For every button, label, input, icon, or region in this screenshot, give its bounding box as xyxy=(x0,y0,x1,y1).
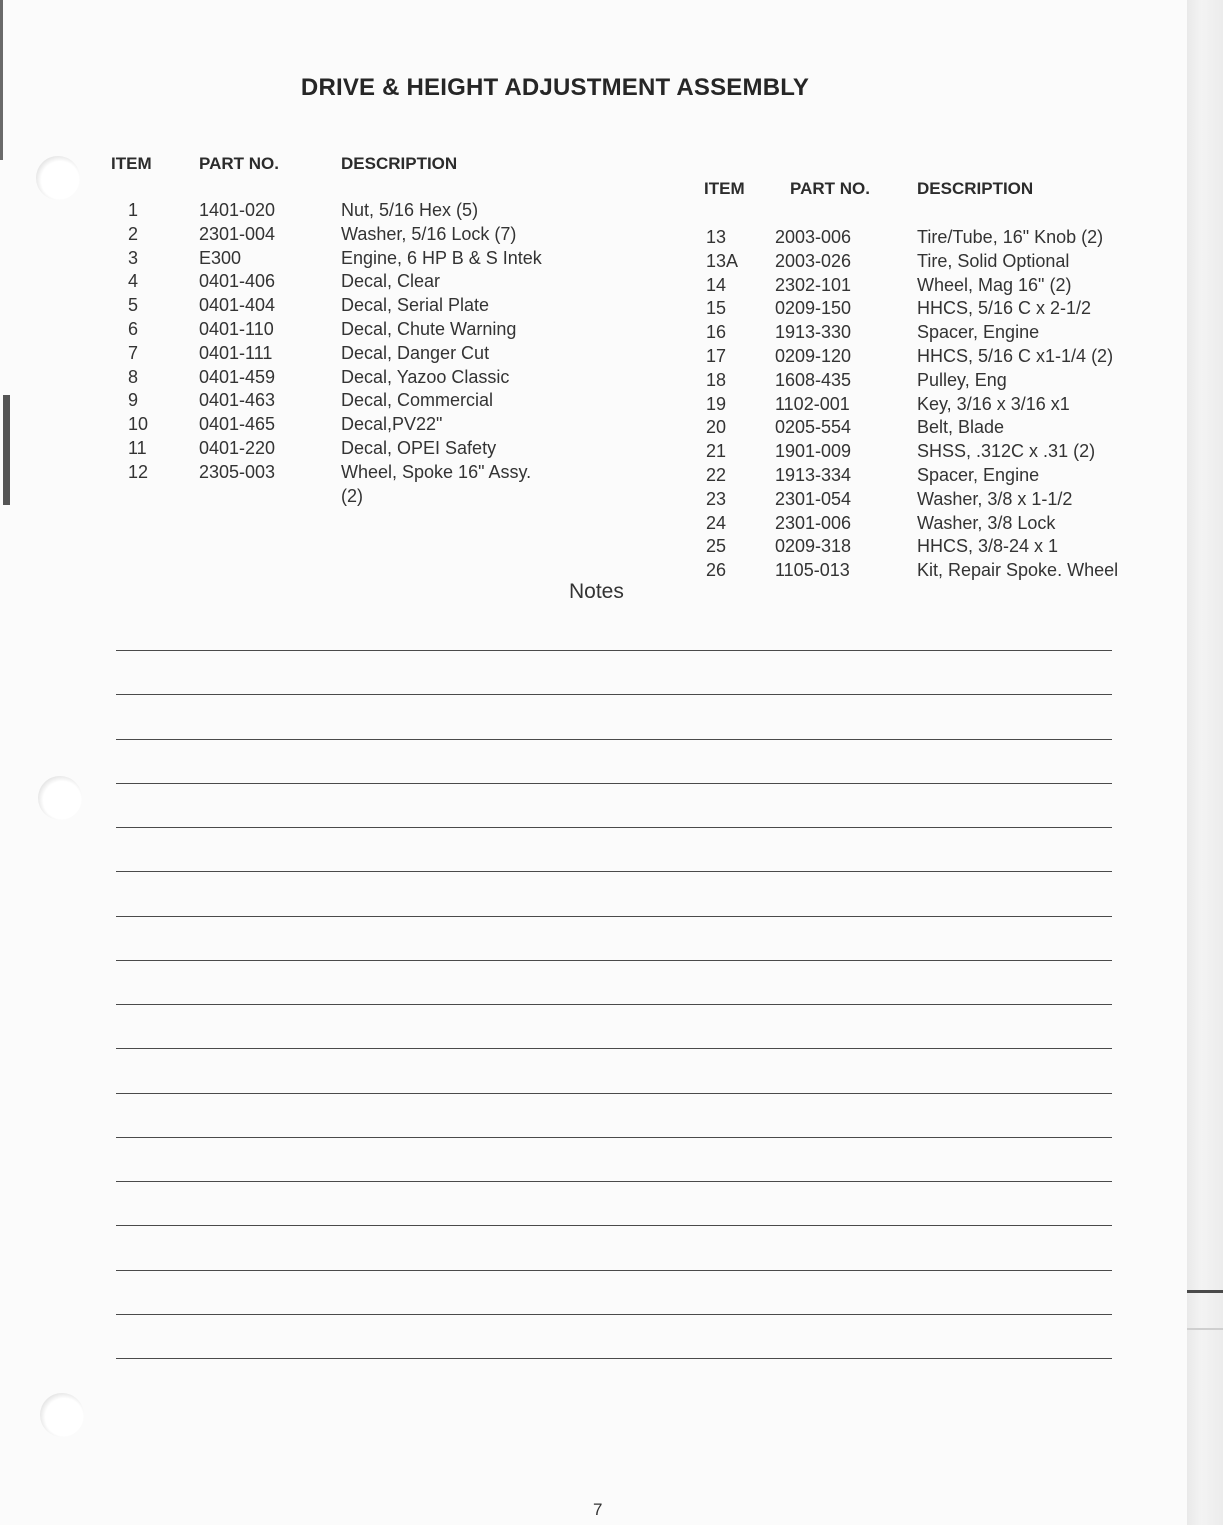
description-cell: Belt, Blade xyxy=(917,417,1005,438)
note-line xyxy=(116,1270,1112,1271)
part-number-cell: 0401-110 xyxy=(199,319,274,339)
item-cell: 1 xyxy=(128,200,139,220)
note-line xyxy=(116,871,1112,872)
binding-edge-mid xyxy=(3,395,10,505)
item-cell: 25 xyxy=(706,536,727,557)
part-number-cell: 0209-318 xyxy=(775,536,852,557)
note-line xyxy=(116,827,1112,828)
part-number-cell: 0209-120 xyxy=(775,346,852,366)
description-cell: Wheel, Mag 16" (2) xyxy=(917,274,1072,295)
item-cell: 26 xyxy=(706,560,727,581)
part-number-cell: 0209-150 xyxy=(775,298,852,319)
part-number-cell: 1913-334 xyxy=(775,465,852,485)
part-number-cell: 0401-111 xyxy=(199,342,273,363)
item-cell: 8 xyxy=(128,366,139,387)
right-header-item: ITEM xyxy=(704,179,745,198)
item-cell: 11 xyxy=(128,438,147,458)
item-cell: 18 xyxy=(706,369,727,390)
page-edge-mark-light xyxy=(1187,1328,1223,1330)
part-number-cell: 0401-465 xyxy=(199,414,276,435)
page-edge-mark xyxy=(1187,1290,1223,1293)
description-cell: Nut, 5/16 Hex (5) xyxy=(341,200,479,220)
item-cell: 4 xyxy=(128,271,139,292)
note-line xyxy=(116,916,1112,917)
item-cell: 14 xyxy=(706,274,727,295)
part-number-cell: 0205-554 xyxy=(775,417,852,438)
page-title: DRIVE & HEIGHT ADJUSTMENT ASSEMBLY xyxy=(300,74,810,101)
description-cell: Tire/Tube, 16" Knob (2) xyxy=(917,227,1104,247)
description-cell: Decal, Serial Plate xyxy=(341,295,490,316)
right-header-description: DESCRIPTION xyxy=(917,179,1034,198)
note-line xyxy=(116,1181,1112,1182)
part-number-cell: 2301-006 xyxy=(775,512,852,533)
item-cell: 20 xyxy=(706,417,727,438)
notes-heading: Notes xyxy=(569,580,624,603)
part-number-cell: 0401-220 xyxy=(199,438,276,458)
description-cell: Wheel, Spoke 16" Assy. xyxy=(341,461,532,482)
part-number-cell: 0401-459 xyxy=(199,366,276,387)
description-cell: Decal, Danger Cut xyxy=(341,342,490,363)
note-line xyxy=(116,783,1112,784)
item-cell: 12 xyxy=(128,461,149,482)
description-cell: Tire, Solid Optional xyxy=(917,250,1070,271)
note-line xyxy=(116,1093,1112,1094)
item-cell: 22 xyxy=(706,465,727,485)
description-cell: Spacer, Engine xyxy=(917,465,1040,485)
item-cell: 15 xyxy=(706,298,727,319)
note-line xyxy=(116,1225,1112,1226)
item-cell: 10 xyxy=(128,414,149,435)
description-cell: Decal,PV22" xyxy=(341,414,443,435)
part-number-cell: 1401-020 xyxy=(199,200,276,220)
item-cell: 16 xyxy=(706,322,727,343)
description-cell: Decal, OPEI Safety xyxy=(341,438,497,458)
page-edge-shadow xyxy=(1187,0,1223,1525)
description-cell: HHCS, 5/16 C x1-1/4 (2) xyxy=(917,346,1114,366)
part-number-cell: 2003-006 xyxy=(775,227,852,247)
description-cell: SHSS, .312C x .31 (2) xyxy=(917,441,1096,462)
description-cell: Washer, 5/16 Lock (7) xyxy=(341,223,517,244)
left-header-description: DESCRIPTION xyxy=(341,154,458,173)
item-cell: 21 xyxy=(706,441,727,462)
description-cell: Key, 3/16 x 3/16 x1 xyxy=(917,393,1070,414)
right-header-part-no: PART NO. xyxy=(790,179,870,198)
note-line xyxy=(116,960,1112,961)
part-number-cell: 0401-404 xyxy=(199,295,276,316)
part-number-cell: 1105-013 xyxy=(775,560,850,581)
description-cell: Washer, 3/8 Lock xyxy=(917,512,1056,533)
description-cell: Washer, 3/8 x 1-1/2 xyxy=(917,488,1073,509)
description-cell: Decal, Chute Warning xyxy=(341,319,517,339)
description-cell: Decal, Clear xyxy=(341,271,441,292)
part-number-cell: 2003-026 xyxy=(775,250,852,271)
part-number-cell: 2305-003 xyxy=(199,461,276,482)
page-number: 7 xyxy=(593,1500,603,1519)
item-cell: 5 xyxy=(128,295,139,316)
item-cell: 17 xyxy=(706,346,727,366)
item-cell: 23 xyxy=(706,488,727,509)
left-header-item: ITEM xyxy=(111,154,152,173)
note-line xyxy=(116,1358,1112,1359)
part-number-cell: 1608-435 xyxy=(775,369,852,390)
note-line xyxy=(116,1314,1112,1315)
note-line xyxy=(116,1004,1112,1005)
part-number-cell: 1913-330 xyxy=(775,322,852,343)
description-cell: Decal, Commercial xyxy=(341,390,494,411)
item-cell: 2 xyxy=(128,223,139,244)
part-number-cell: 0401-406 xyxy=(199,271,276,292)
note-line xyxy=(116,694,1112,695)
note-line xyxy=(116,650,1112,651)
part-number-cell: E300 xyxy=(199,247,242,268)
description-cell: Spacer, Engine xyxy=(917,322,1040,343)
description-cell: Pulley, Eng xyxy=(917,369,1007,390)
item-cell: 24 xyxy=(706,512,727,533)
item-cell: 3 xyxy=(128,247,139,268)
punch-hole-top xyxy=(36,156,80,200)
description-cell: HHCS, 5/16 C x 2-1/2 xyxy=(917,298,1092,319)
part-number-cell: 2301-054 xyxy=(775,488,852,509)
description-cell: (2) xyxy=(341,485,363,506)
description-cell: Kit, Repair Spoke. Wheel xyxy=(917,560,1119,581)
item-cell: 7 xyxy=(128,342,139,363)
part-number-cell: 0401-463 xyxy=(199,390,276,411)
item-cell: 19 xyxy=(706,393,727,414)
punch-hole-middle xyxy=(38,776,82,820)
note-line xyxy=(116,1048,1112,1049)
description-cell: Decal, Yazoo Classic xyxy=(341,366,510,387)
description-cell: Engine, 6 HP B & S Intek xyxy=(341,247,542,268)
part-number-cell: 1901-009 xyxy=(775,441,852,462)
item-cell: 6 xyxy=(128,319,139,339)
part-number-cell: 2302-101 xyxy=(775,274,852,295)
note-line xyxy=(116,1137,1112,1138)
item-cell: 9 xyxy=(128,390,139,411)
part-number-cell: 1102-001 xyxy=(775,393,850,414)
item-cell: 13A xyxy=(706,250,739,271)
item-cell: 13 xyxy=(706,227,727,247)
note-line xyxy=(116,739,1112,740)
description-cell: HHCS, 3/8-24 x 1 xyxy=(917,536,1059,557)
punch-hole-bottom xyxy=(40,1393,84,1437)
left-header-part-no: PART NO. xyxy=(199,154,279,173)
part-number-cell: 2301-004 xyxy=(199,223,276,244)
